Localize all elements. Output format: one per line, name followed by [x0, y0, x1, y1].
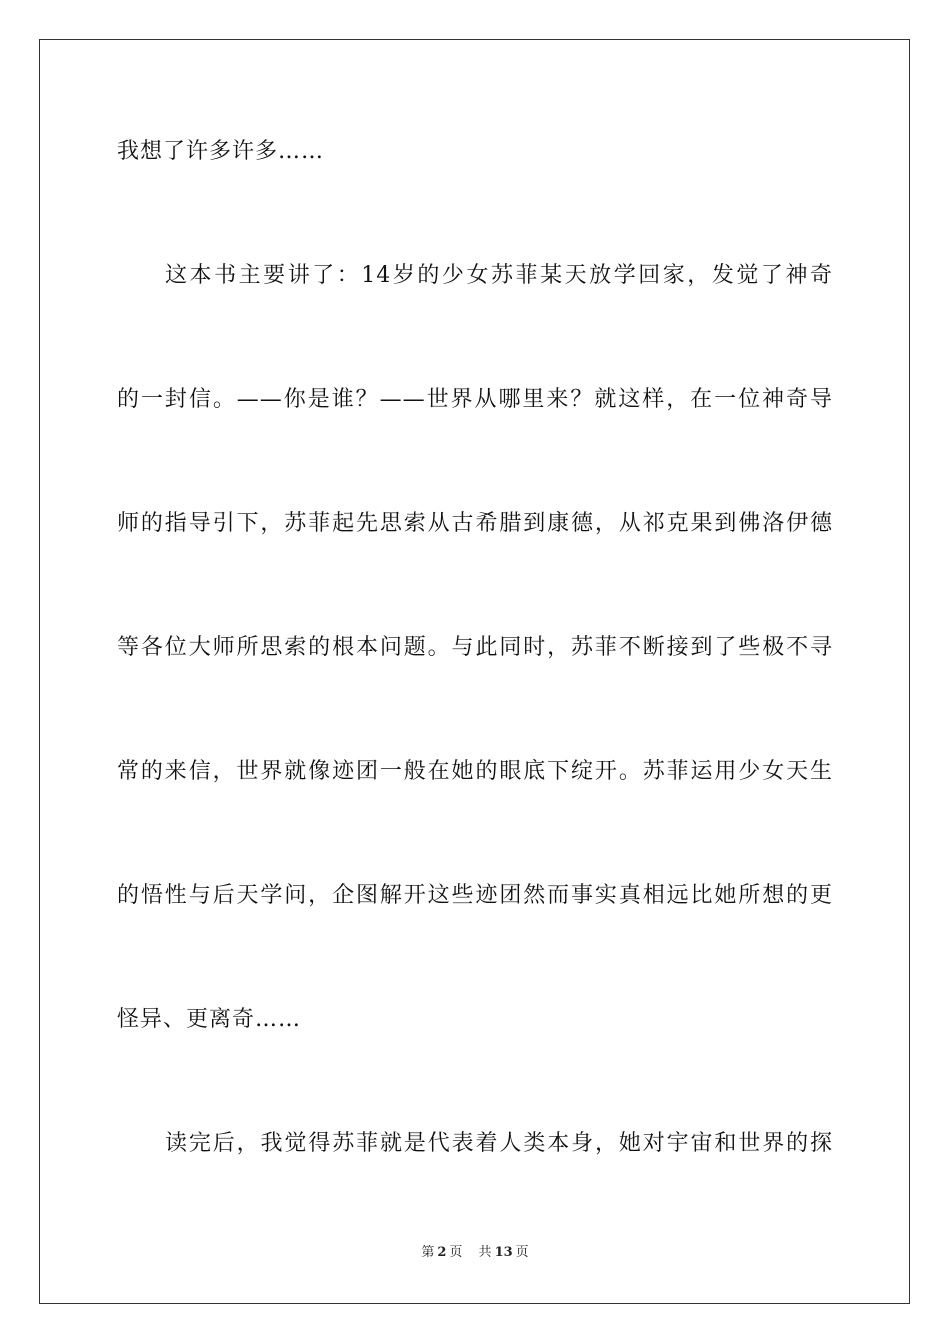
page-indicator	[418, 1245, 465, 1260]
text-line-1: 我想了许多许多……	[117, 139, 325, 164]
total-number: 13	[494, 1245, 513, 1260]
text-line-4: 师的指导引下，苏菲起先思索从古希腊到康德，从祁克果到佛洛伊德	[117, 511, 833, 536]
total-suffix: 页	[515, 1245, 529, 1260]
text-line-5: 等各位大师所思索的根本问题。与此同时，苏菲不断接到了些极不寻	[117, 635, 833, 660]
page-footer	[0, 1243, 950, 1263]
total-prefix: 共	[478, 1245, 492, 1260]
text-line-8: 怪异、更离奇……	[117, 1007, 302, 1032]
page-suffix: 页	[449, 1245, 463, 1260]
text-line-6: 常的来信，世界就像迹团一般在她的眼底下绽开。苏菲运用少女天生	[117, 759, 833, 784]
text-line-2: 这本书主要讲了：14岁的少女苏菲某天放学回家，发觉了神奇	[165, 263, 833, 288]
text-line-9: 读完后，我觉得苏菲就是代表着人类本身，她对宇宙和世界的探	[165, 1131, 833, 1156]
text-line-3: 的一封信。——你是谁？——世界从哪里来？就这样，在一位神奇导	[117, 387, 833, 412]
text-line-7: 的悟性与后天学问，企图解开这些迹团然而事实真相远比她所想的更	[117, 883, 833, 908]
page-prefix: 第	[421, 1245, 435, 1260]
page-frame	[39, 39, 910, 1304]
total-indicator	[476, 1245, 532, 1260]
page-number: 2	[437, 1245, 447, 1260]
